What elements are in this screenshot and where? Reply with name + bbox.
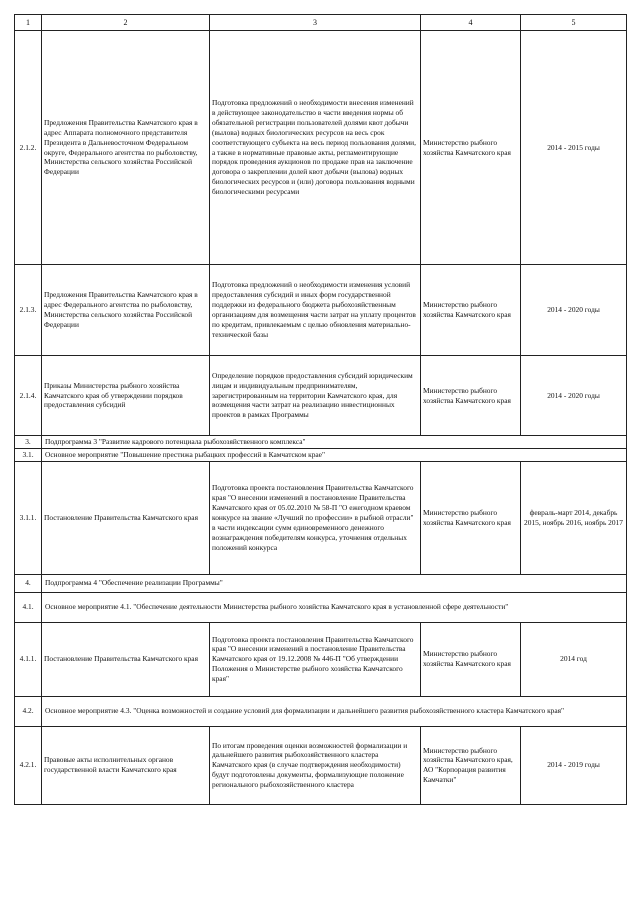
measures-table <box>14 14 627 805</box>
section-number: 3. <box>15 436 42 449</box>
document-cell: Приказы Министерства рыбного хозяйства Камчатского края об утверждении порядков предоставления субсидий <box>42 356 210 436</box>
column-number-cell: 2 <box>42 15 210 31</box>
section-title: Основное мероприятие 4.1. "Обеспечение деятельности Министерства рыбного хозяйства Камчатского края в установленной сфере деятельности" <box>42 592 627 622</box>
table-row <box>15 461 627 574</box>
content-cell: Подготовка проекта постановления Правительства Камчатского края "О внесении изменений в постановление Правительства Камчатского края от 05.02.2010 № 58-П "О ежегодном краевом конкурсе на звание «Лучший по профессии» в рыбной отрасли" в части индексации сумм единовременного денежного вознаграждения победителям конкурса, уточнения отдельных положений конкурса <box>210 461 421 574</box>
executor-cell: Министерство рыбного хозяйства Камчатского края <box>421 622 521 696</box>
section-title: Основное мероприятие 4.3. "Оценка возможностей и создание условий для формализации и дальнейшего развития рыбохозяйственного кластера Камчатского края" <box>42 696 627 726</box>
column-number-cell: 3 <box>210 15 421 31</box>
column-number-cell: 4 <box>421 15 521 31</box>
executor-cell: Министерство рыбного хозяйства Камчатского края <box>421 31 521 265</box>
term-cell: 2014 - 2020 годы <box>521 356 627 436</box>
column-number-row <box>15 15 627 31</box>
section-row <box>15 574 627 592</box>
row-number: 4.1.1. <box>15 622 42 696</box>
table-row <box>15 726 627 804</box>
executor-cell: Министерство рыбного хозяйства Камчатского края, АО "Корпорация развития Камчатки" <box>421 726 521 804</box>
section-row <box>15 436 627 449</box>
document-cell: Предложения Правительства Камчатского края в адрес Аппарата полномочного представителя Президента в Дальневосточном Федеральном округе, Федерального агентства по рыболовству, Министерства сельского хозяйства Российской Федерации <box>42 31 210 265</box>
document-cell: Постановление Правительства Камчатского края <box>42 461 210 574</box>
content-cell: Подготовка проекта постановления Правительства Камчатского края "О внесении изменений в постановление Правительства Камчатского края от 19.12.2008 № 446-П "Об утверждении Положения о Министерстве рыбного хозяйства Камчатского края" <box>210 622 421 696</box>
table-row <box>15 622 627 696</box>
document-cell: Правовые акты исполнительных органов государственной власти Камчатского края <box>42 726 210 804</box>
document-cell: Постановление Правительства Камчатского края <box>42 622 210 696</box>
table-row <box>15 265 627 356</box>
executor-cell: Министерство рыбного хозяйства Камчатского края <box>421 356 521 436</box>
term-cell: 2014 - 2019 годы <box>521 726 627 804</box>
section-title: Основное мероприятие "Повышение престижа рыбацких профессий в Камчатском крае" <box>42 448 627 461</box>
section-row <box>15 696 627 726</box>
content-cell: Определение порядков предоставления субсидий юридическим лицам и индивидуальным предпринимателям, зарегистрированным на территории Камчатского края, для возмещения части затрат на реализацию инвестиционных проектов в рамках Программы <box>210 356 421 436</box>
row-number: 4.2.1. <box>15 726 42 804</box>
section-title: Подпрограмма 3 "Развитие кадрового потенциала рыбохозяйственного комплекса" <box>42 436 627 449</box>
section-number: 4.1. <box>15 592 42 622</box>
row-number: 2.1.3. <box>15 265 42 356</box>
term-cell: 2014 год <box>521 622 627 696</box>
section-number: 4. <box>15 574 42 592</box>
table-row <box>15 356 627 436</box>
section-title: Подпрограмма 4 "Обеспечение реализации Программы" <box>42 574 627 592</box>
section-number: 4.2. <box>15 696 42 726</box>
section-row <box>15 448 627 461</box>
column-number-cell: 5 <box>521 15 627 31</box>
term-cell: 2014 - 2020 годы <box>521 265 627 356</box>
row-number: 2.1.2. <box>15 31 42 265</box>
row-number: 3.1.1. <box>15 461 42 574</box>
executor-cell: Министерство рыбного хозяйства Камчатского края <box>421 461 521 574</box>
column-number-cell: 1 <box>15 15 42 31</box>
term-cell: 2014 - 2015 годы <box>521 31 627 265</box>
content-cell: Подготовка предложений о необходимости изменения условий предоставления субсидий и иных форм государственной поддержки из федерального бюджета рыбохозяйственным организациям для возмещения части затрат на уплату процентов по кредитам, привлекаемым с целью обновления материально-технической базы <box>210 265 421 356</box>
document-cell: Предложения Правительства Камчатского края в адрес Федерального агентства по рыболовству, Министерства сельского хозяйства Российской Федерации <box>42 265 210 356</box>
section-row <box>15 592 627 622</box>
content-cell: Подготовка предложений о необходимости внесения изменений в действующее законодательство в части введения нормы об обязательной регистрации пользователей долями квот добычи (вылова) водных биологических ресурсов на весь срок соответствующего субъекта на весь период пользования долями, а также в нормативные правовые акты, регламентирующие порядок проведения аукционов по продаже прав на заключение договора о закреплении долей квот добычи (вылова) водных биологических ресурсов и (или) договора пользования водными биологическими ресурсами <box>210 31 421 265</box>
term-cell: февраль-март 2014, декабрь 2015, ноябрь 2016, ноябрь 2017 <box>521 461 627 574</box>
content-cell: По итогам проведения оценки возможностей формализации и дальнейшего развития рыбохозяйственного кластера Камчатского края (в случае подтверждения необходимости) будут подготовлены документы, формализующие положение регионального рыбохозяйственного кластера <box>210 726 421 804</box>
row-number: 2.1.4. <box>15 356 42 436</box>
table-row <box>15 31 627 265</box>
executor-cell: Министерство рыбного хозяйства Камчатского края <box>421 265 521 356</box>
section-number: 3.1. <box>15 448 42 461</box>
